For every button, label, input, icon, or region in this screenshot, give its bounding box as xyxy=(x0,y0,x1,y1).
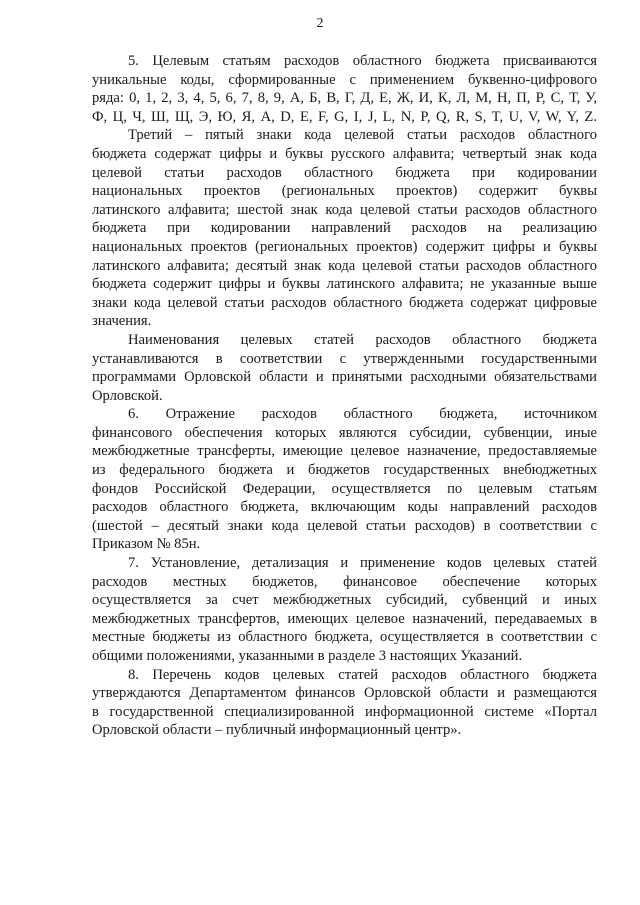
text-line: национальных проектов (региональных проектов) содержит буквы xyxy=(92,183,597,200)
text-line: 5. Целевым статьям расходов областного бюджета присваиваются xyxy=(128,53,597,69)
text-line: целевой статьи расходов областного бюджета при кодировании xyxy=(92,164,597,181)
paragraph-8 xyxy=(92,666,597,740)
text-line: Третий – пятый знаки кода целевой статьи расходов областного xyxy=(128,127,597,144)
text-line: значения. xyxy=(92,313,152,330)
text-line: межбюджетных трансфертов, имеющих целевое назначений, передаваемых в xyxy=(92,610,597,627)
text-line: Орловской. xyxy=(92,387,163,404)
text-line: Наименования целевых статей расходов областного бюджета xyxy=(128,331,597,348)
text-line: латинского алфавита; десятый знак кода целевой статьи расходов областного xyxy=(92,257,597,274)
paragraph-5-names xyxy=(92,331,597,405)
text-line: Ф, Ц, Ч, Ш, Щ, Э, Ю, Я, A, D, E, F, G, I, J, L, N, P, Q, R, S, T, U, V, W, Y, Z. xyxy=(92,108,597,125)
text-line: фондов Российской Федерации, осуществляется по целевым статьям xyxy=(92,480,597,497)
text-line: местные бюджеты из областного бюджета, осуществляется в соответствии с xyxy=(92,629,597,646)
text-line: осуществляется за счет межбюджетных субсидий, субвенций и иных xyxy=(92,592,597,609)
text-line: расходов местных бюджетов, финансовое обеспечение которых xyxy=(92,573,597,590)
text-line: бюджета содержит цифры и буквы латинского алфавита; не указанные выше xyxy=(92,276,597,293)
text-line: (шестой – десятый знаки кода целевой статьи расходов) в соответствии с xyxy=(92,517,597,534)
text-line: бюджета при кодировании направлений расходов на реализацию xyxy=(92,220,597,237)
text-line: устанавливаются в соответствии с утвержденными государственными xyxy=(92,350,597,367)
text-line: 8. Перечень кодов целевых статей расходов областного бюджета xyxy=(128,666,597,683)
text-line: в государственной специализированной информационной системе «Портал xyxy=(92,703,597,720)
text-line: Приказом № 85н. xyxy=(92,536,201,553)
paragraph-5-code-structure xyxy=(92,126,597,331)
text-line: общими положениями, указанными в разделе 3 настоящих Указаний. xyxy=(92,648,523,664)
document-body xyxy=(92,52,597,740)
text-line: расходов областного бюджета, включающим коды направлений расходов xyxy=(92,499,597,516)
paragraph-6 xyxy=(92,405,597,554)
text-line: программами Орловской области и принятыми расходными обязательствами xyxy=(92,369,597,386)
text-line: латинского алфавита; шестой знак кода целевой статьи расходов областного xyxy=(92,201,597,218)
text-line: из федерального бюджета и бюджетов государственных внебюджетных xyxy=(92,462,597,479)
text-line: уникальные коды, сформированные с применением буквенно-цифрового xyxy=(92,71,597,88)
text-line: 6. Отражение расходов областного бюджета, источником xyxy=(128,406,597,423)
text-line: межбюджетные трансферты, имеющие целевое назначение, предоставляемые xyxy=(92,443,597,460)
page-number: 2 xyxy=(316,16,324,31)
text-line: знаки кода целевой статьи расходов областного бюджета содержат цифровые xyxy=(92,294,597,311)
text-line: финансового обеспечения которых являются субсидии, субвенции, иные xyxy=(92,424,597,441)
paragraph-5 xyxy=(92,52,597,126)
text-line: бюджета содержат цифры и буквы русского алфавита; четвертый знак кода xyxy=(92,145,597,162)
text-line: Орловской области – публичный информационный центр». xyxy=(92,722,462,739)
text-line: утверждаются Департаментом финансов Орловской области и размещаются xyxy=(92,685,597,702)
text-line: национальных проектов (региональных проектов) содержит цифры и буквы xyxy=(92,238,597,255)
text-line: 7. Установление, детализация и применение кодов целевых статей xyxy=(128,555,597,572)
paragraph-7 xyxy=(92,554,597,666)
text-line: ряда: 0, 1, 2, 3, 4, 5, 6, 7, 8, 9, А, Б, В, Г, Д, Е, Ж, И, К, Л, М, Н, П, Р, С, Т, У, xyxy=(92,90,597,107)
